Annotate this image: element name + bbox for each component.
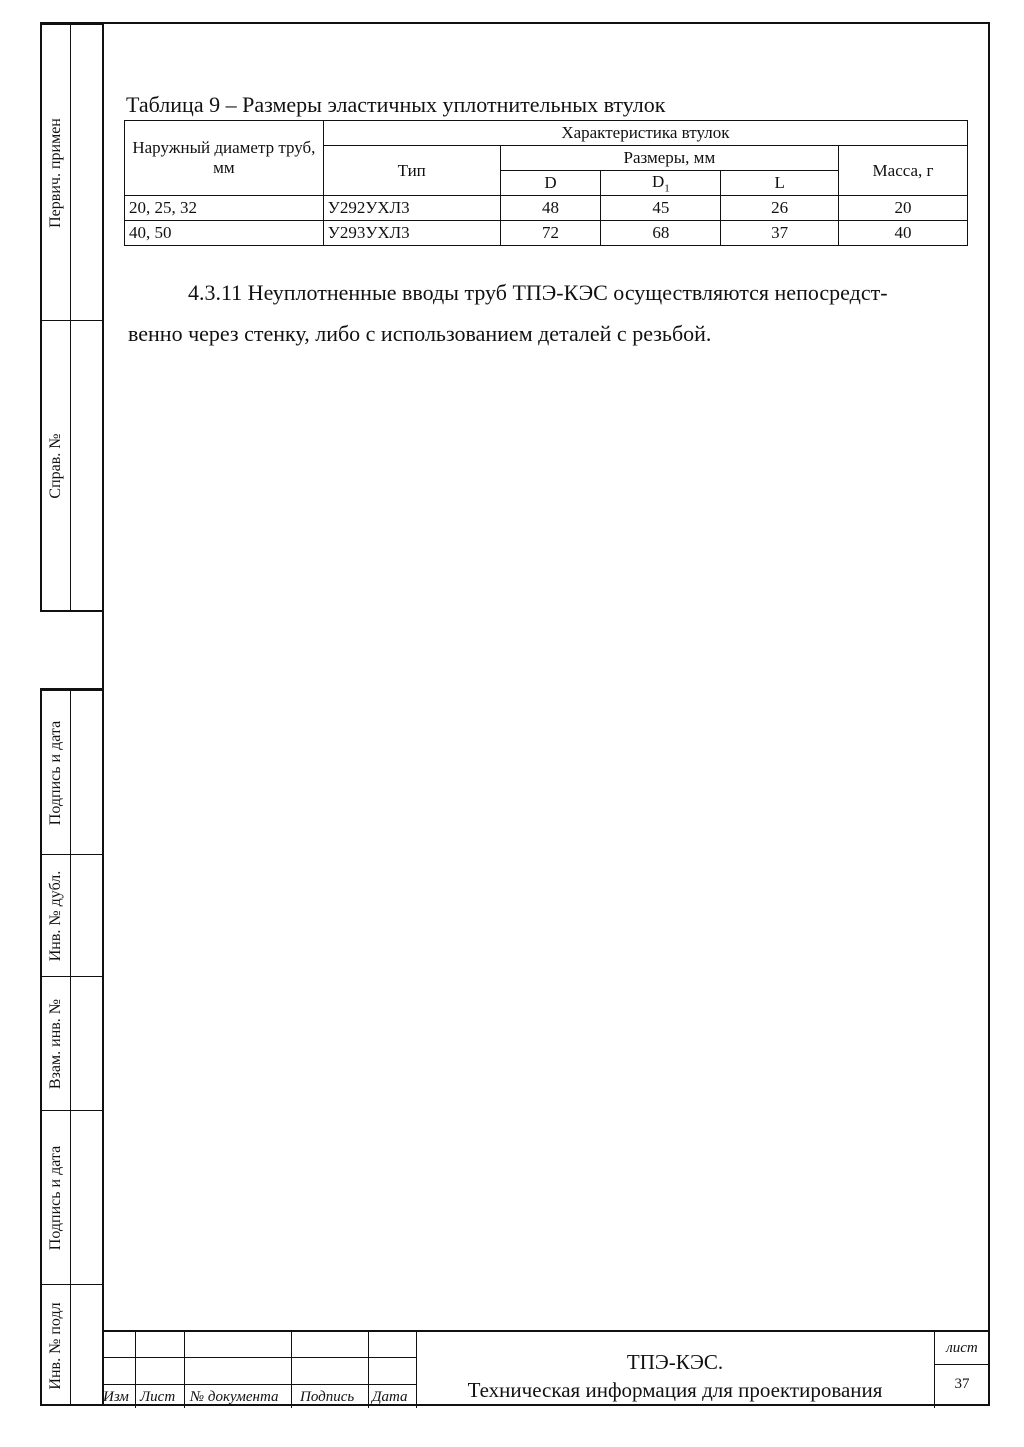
margin-label: Инв. № подл — [47, 1301, 64, 1390]
table-row — [125, 196, 968, 221]
cell-type: У292УХЛ3 — [323, 196, 500, 221]
stamp-doc-no: № документа — [190, 1389, 279, 1405]
header-d1-sub: 1 — [664, 182, 670, 195]
header-d: D — [500, 171, 601, 196]
header-type: Тип — [323, 146, 500, 196]
cell-l: 26 — [721, 196, 839, 221]
sheet-label: лист — [946, 1340, 978, 1356]
margin-cell-perv-primen — [42, 24, 102, 320]
cell-d: 48 — [500, 196, 601, 221]
margin-label: Подпись и дата — [47, 720, 64, 825]
stamp-list: Лист — [140, 1389, 176, 1405]
margin-label: Первич. примен — [47, 117, 64, 228]
margin-cell-sprav — [42, 320, 102, 610]
margin-label: Инв. № дубл. — [47, 870, 64, 961]
document-title-line-2: Техническая информация для проектирования — [467, 1378, 883, 1402]
title-block — [102, 1330, 990, 1408]
header-characteristics: Характеристика втулок — [323, 121, 967, 146]
body-paragraph — [128, 272, 968, 354]
margin-cell-inv-dubl — [42, 854, 102, 976]
margin-label: Взам. инв. № — [47, 998, 64, 1089]
cell-mass: 20 — [839, 196, 968, 221]
header-l: L — [721, 171, 839, 196]
left-stamp-lower — [40, 688, 102, 1406]
header-d1 — [601, 171, 721, 196]
header-d1-base: D — [651, 172, 665, 191]
margin-label: Подпись и дата — [47, 1145, 64, 1250]
cell-d: 72 — [500, 221, 601, 246]
margin-label: Справ. № — [47, 432, 64, 499]
cell-diameter: 40, 50 — [125, 221, 324, 246]
cell-d1: 45 — [601, 196, 721, 221]
cell-type: У293УХЛ3 — [323, 221, 500, 246]
sheet-number: 37 — [954, 1376, 970, 1392]
document-title-line-1: ТПЭ-КЭС. — [626, 1350, 724, 1374]
cell-diameter: 20, 25, 32 — [125, 196, 324, 221]
margin-cell-inv-podl — [42, 1284, 102, 1406]
margin-cell-podpis-2 — [42, 1110, 102, 1284]
header-outer-diameter: Наружный диаметр труб, мм — [125, 121, 324, 196]
left-stamp-upper — [40, 22, 102, 612]
stamp-date: Дата — [372, 1389, 408, 1405]
table-title: Таблица 9 – Размеры эластичных уплотнительных втулок — [126, 92, 666, 117]
margin-cell-podpis-1 — [42, 690, 102, 854]
paragraph-line-2: венно через стенку, либо с использованием деталей с резьбой. — [128, 321, 712, 346]
margin-cell-vzam-inv — [42, 976, 102, 1110]
stamp-izm: Изм — [103, 1389, 129, 1405]
header-mass: Масса, г — [839, 146, 968, 196]
paragraph-line-1: 4.3.11 Неуплотненные вводы труб ТПЭ-КЭС осуществляются непосредст- — [188, 280, 888, 305]
cell-l: 37 — [721, 221, 839, 246]
cell-mass: 40 — [839, 221, 968, 246]
cell-d1: 68 — [601, 221, 721, 246]
table-row — [125, 221, 968, 246]
stamp-signature: Подпись — [300, 1389, 355, 1405]
bushing-sizes-table — [124, 120, 968, 246]
left-margin — [40, 22, 102, 1406]
header-sizes: Размеры, мм — [500, 146, 838, 171]
